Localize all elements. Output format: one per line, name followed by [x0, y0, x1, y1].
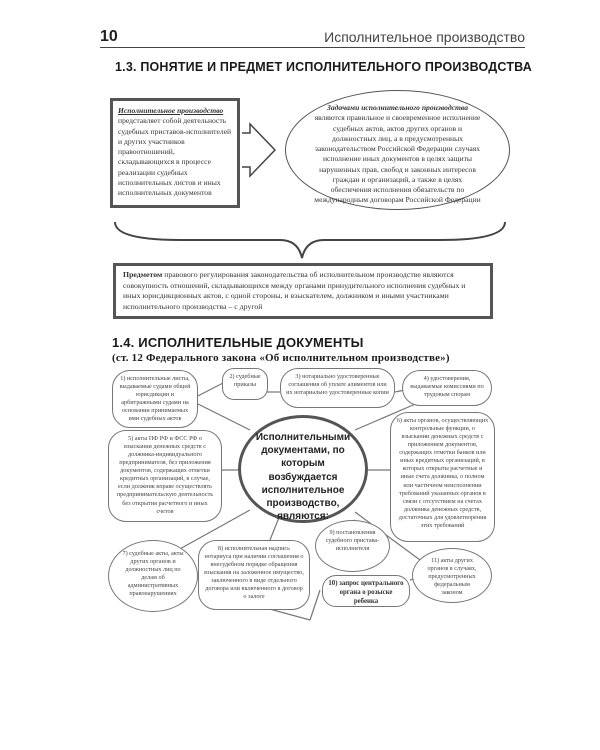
tasks-ellipse: [285, 90, 510, 210]
page-number: 10: [100, 28, 118, 45]
definition-lead: Исполнительное производство: [118, 106, 224, 115]
document-node: 9) постановления судебного пристава-исполнителя: [315, 520, 390, 572]
tasks-lead: Задачами исполнительного производства: [326, 103, 469, 112]
running-title: Исполнительное производство: [324, 29, 525, 45]
document-node: 6) акты органов, осуществляющих контрольные функции, о взыскании денежных средств с приложением документов, содержащих отметки банков или иных кредитных организаций, в которых открыты расчетные и иные счета должника, о полном или частичном неисполнении требований указанных органов в связи с отсутствием на счетах должника денежных средств, достаточных для удовлетворения этих требований: [390, 412, 495, 542]
brace-icon: [115, 222, 505, 258]
document-node: 11) акты других органов в случаях, предусмотренных федеральным законом: [412, 548, 492, 603]
section-14-subtitle: (ст. 12 Федерального закона «Об исполнительном производстве»): [112, 352, 450, 364]
document-node: 7) судебные акты, акты других органов и должностных лиц по делам об административных правонарушениях: [108, 540, 198, 612]
definition-text: представляет собой деятельность судебных приставов-исполнителей и других участников правоотношений, складывающихся в процессе реализации судебных исполнительных листов и иных исполнительных документов: [118, 116, 232, 197]
subject-text: правового регулирования законодательства об исполнительном производстве являются совокупность отношений, складывающихся между органами принудительного исполнения судебных и иных юрисдикционных актов, с одной стороны, и взыскателем, должником и иными участниками исполнительного производства – с другой: [123, 270, 466, 311]
right-arrow-icon: [242, 124, 275, 176]
section-13-title: 1.3. ПОНЯТИЕ И ПРЕДМЕТ ИСПОЛНИТЕЛЬНОГО ПРОИЗВОДСТВА: [115, 60, 532, 74]
document-node: 10) запрос центрального органа о розыске ребенка: [322, 575, 410, 607]
document-node: 5) акты ПФ РФ и ФСС РФ о взыскании денежных средств с должника-индивидуального предпринимателя, без приложения документов, содержащих отметки кредитных организаций, в случае, если должник вправе осуществлять предпринимательскую деятельность без открытия расчетного и иных счетов: [108, 430, 222, 522]
document-node: 2) судебные приказы: [222, 368, 268, 400]
section-14-title: 1.4. ИСПОЛНИТЕЛЬНЫЕ ДОКУМЕНТЫ: [112, 335, 364, 350]
center-node: Исполнительными документами, по которым возбуждается исполнительное производство, являются:: [238, 415, 368, 523]
definition-box: [110, 98, 240, 208]
subject-box: [113, 263, 493, 319]
document-node: 3) нотариально удостоверенные соглашения об уплате алиментов или их нотариально удостоверенные копии: [280, 368, 395, 408]
document-node: 4) удостоверения, выдаваемые комиссиями по трудовым спорам: [402, 370, 492, 406]
subject-lead: Предметом: [123, 270, 163, 279]
document-node: 1) исполнительные листы, выдаваемые судами общей юрисдикции и арбитражными судами на основании принимаемых ими судебных актов: [112, 370, 198, 428]
document-node: 8) исполнительная надпись нотариуса при наличии соглашения о внесудебном порядке обращения взыскания на заложенное имущество, заключенного в виде отдельного договора или включенного в договор о залоге: [198, 540, 310, 610]
tasks-text: являются правильное и своевременное исполнение судебных актов, актов других органов и должностных лиц, а в предусмотренных законодательством Российской Федерации случаях исполнение иных документов в целях защиты нарушенных прав, свобод и законных интересов граждан и организаций, а также в целях обеспечения исполнения обязательств по международным договорам Российской Федерации: [314, 113, 481, 205]
